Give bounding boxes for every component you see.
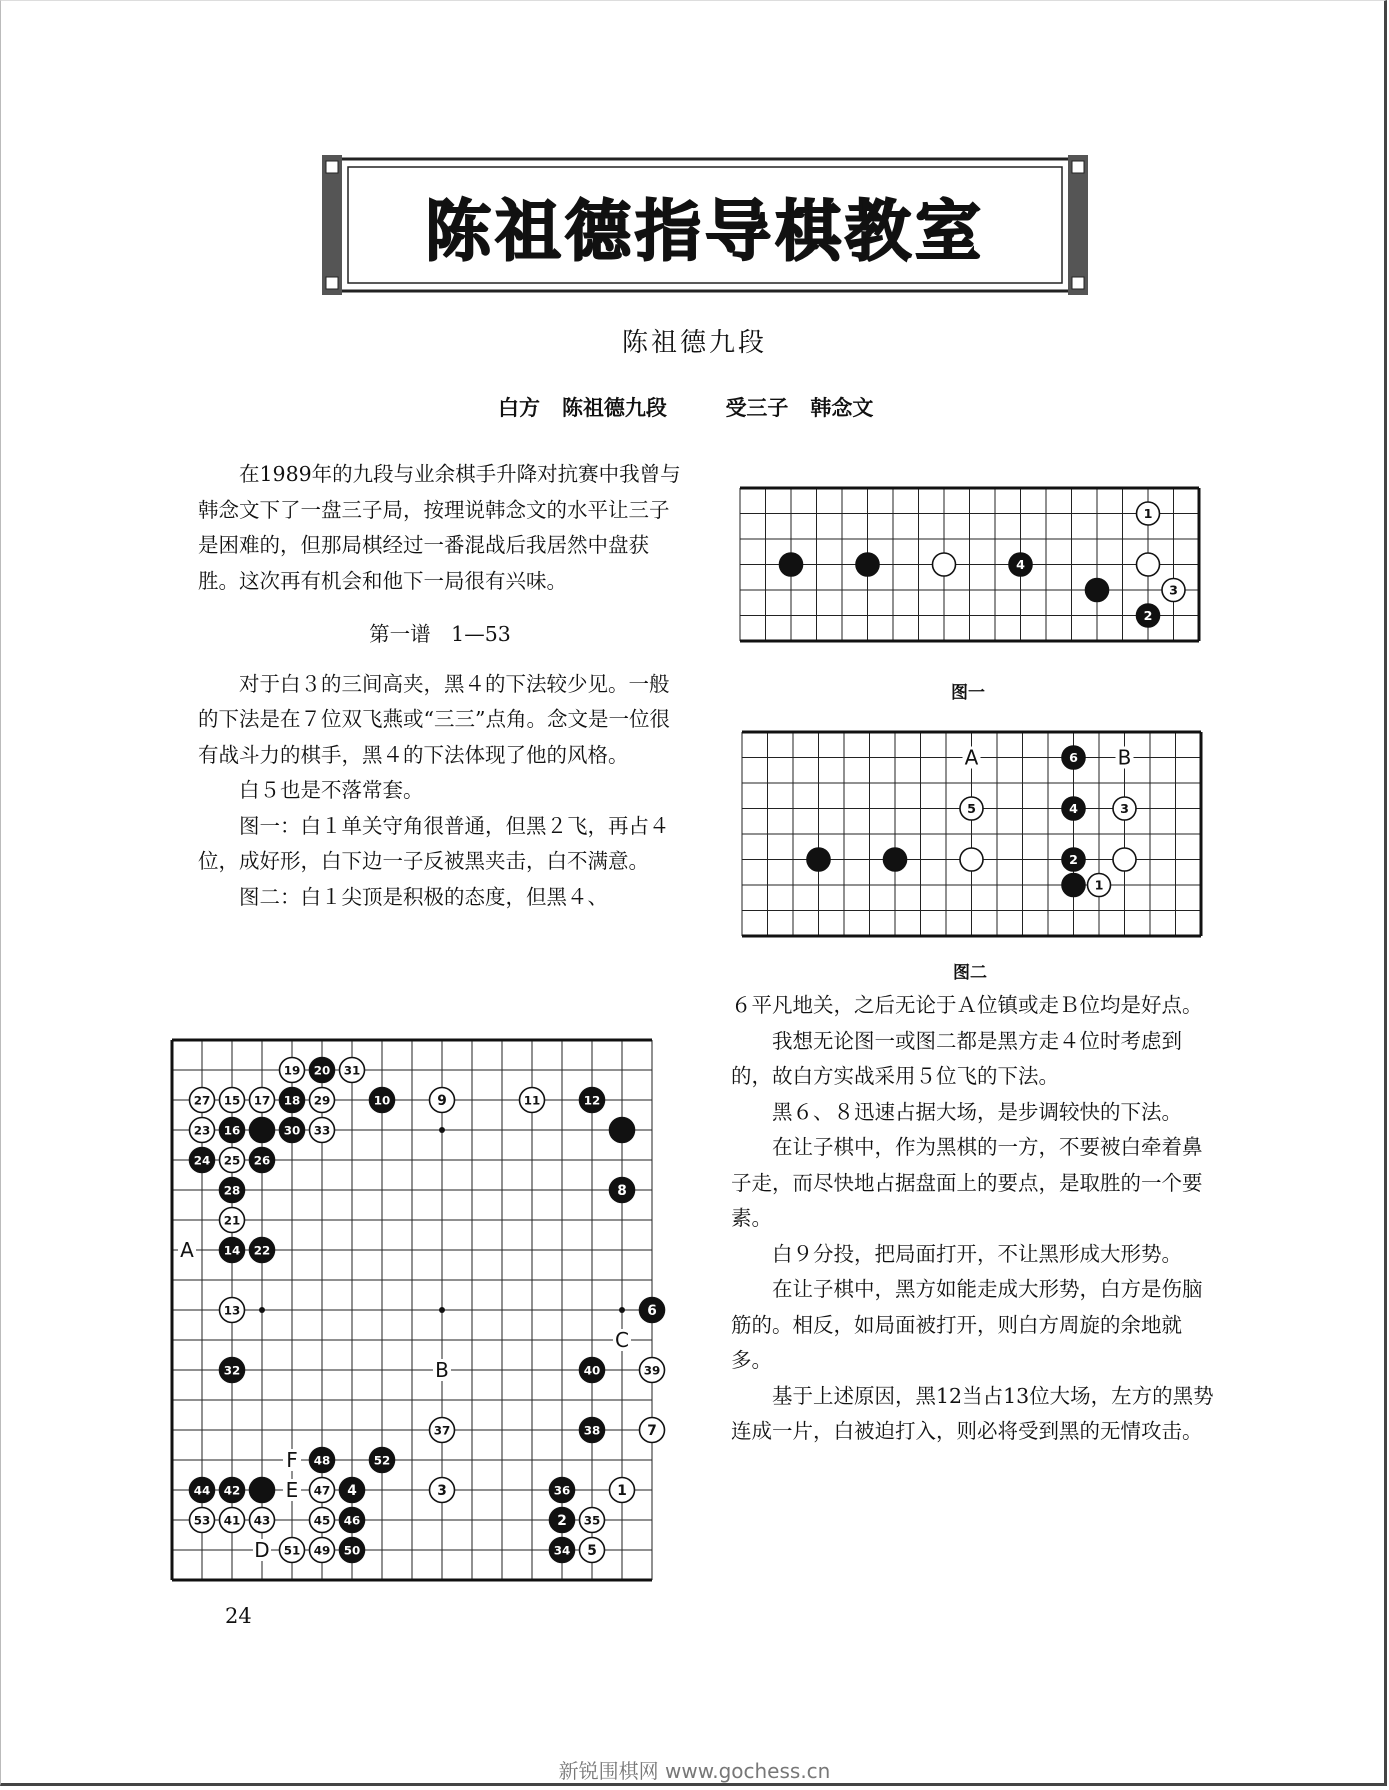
- main-move-number: 39: [643, 1363, 661, 1378]
- main-move-number: 1: [617, 1482, 627, 1499]
- paragraph: 图一：白１单关守角很普通，但黑２飞，再占４位，成好形，白下边一子反被黑夹击，白不满意。: [198, 813, 670, 873]
- main-move-number: 4: [347, 1482, 357, 1499]
- d1-black-stone: [780, 553, 803, 576]
- main-move-number: 17: [253, 1093, 271, 1108]
- main-point-label: D: [254, 1538, 270, 1562]
- main-move-number: 10: [373, 1093, 391, 1108]
- paragraph: 白９分投，把局面打开，不让黑形成大形势。: [772, 1241, 1182, 1266]
- spectrum-title: 第一谱 1—53: [369, 622, 511, 646]
- main-move-number: 37: [433, 1423, 451, 1438]
- main-point-label: A: [180, 1238, 194, 1262]
- main-move-number: 5: [587, 1542, 597, 1559]
- d2-white-stone: [960, 848, 983, 871]
- main-move-number: 27: [193, 1093, 211, 1108]
- main-move-number: 53: [193, 1513, 211, 1528]
- intro-paragraph: 在1989年的九段与业余棋手升降对抗赛中我曾与韩念文下了一盘三子局，按理说韩念文的水平让三子是困难的，但那局棋经过一番混战后我居然中盘获胜。这次再有机会和他下一局很有兴味。: [198, 462, 681, 593]
- main-star-point: [619, 1307, 625, 1313]
- d2-move-number: 4: [1069, 801, 1078, 817]
- main-move-number: 48: [313, 1453, 331, 1468]
- d1-white-stone: [1137, 553, 1160, 576]
- main-move-number: 29: [313, 1093, 331, 1108]
- d1-black-stone: [1086, 579, 1109, 602]
- main-move-number: 21: [223, 1213, 241, 1228]
- main-move-number: 35: [583, 1513, 601, 1528]
- d2-black-stone: [884, 848, 907, 871]
- main-move-number: 40: [583, 1363, 601, 1378]
- main-move-number: 38: [583, 1423, 601, 1438]
- white-label: 白方: [498, 396, 540, 420]
- main-move-number: 41: [223, 1513, 241, 1528]
- diagram-two-board: [738, 728, 1212, 950]
- main-black-stone: [610, 1118, 635, 1143]
- main-move-number: 45: [313, 1513, 331, 1528]
- main-point-label: E: [285, 1478, 299, 1502]
- paragraph: 对于白３的三间高夹，黑４的下法较少见。一般的下法是在７位双飞燕或“三三”点角。念文是一位很有战斗力的棋手，黑４的下法体现了他的风格。: [198, 671, 670, 767]
- main-move-number: 42: [223, 1483, 241, 1498]
- main-star-point: [439, 1127, 445, 1133]
- paragraph: 我想无论图一或图二都是黑方走４位时考虑到的，故白方实战采用５位飞的下法。: [731, 1028, 1182, 1088]
- main-move-number: 43: [253, 1513, 271, 1528]
- d2-black-stone: [807, 848, 830, 871]
- d1-black-stone: [856, 553, 879, 576]
- main-move-number: 30: [283, 1123, 301, 1138]
- main-move-number: 52: [373, 1453, 391, 1468]
- main-game-board: [168, 1036, 682, 1584]
- main-move-number: 51: [283, 1543, 301, 1558]
- main-move-number: 11: [523, 1093, 541, 1108]
- main-move-number: 47: [313, 1483, 331, 1498]
- d2-white-stone: [1113, 848, 1136, 871]
- d2-move-number: 6: [1069, 750, 1078, 766]
- paragraph: 在让子棋中，作为黑棋的一方，不要被白牵着鼻子走，而尽快地占据盘面上的要点，是取胜的一个要素。: [731, 1135, 1203, 1230]
- main-move-number: 2: [557, 1512, 567, 1529]
- main-move-number: 36: [553, 1483, 571, 1498]
- main-move-number: 33: [313, 1123, 331, 1138]
- diagram-two-caption: 图二: [953, 963, 987, 983]
- main-move-number: 23: [193, 1123, 211, 1138]
- d1-grid: [740, 488, 1199, 641]
- main-move-number: 15: [223, 1093, 241, 1108]
- paragraph: 白５也是不落常套。: [239, 778, 424, 802]
- white-player: 陈祖德九段: [561, 396, 667, 420]
- main-move-number: 31: [343, 1063, 361, 1078]
- main-move-number: 12: [583, 1093, 601, 1108]
- main-move-number: 7: [647, 1422, 657, 1439]
- d2-move-number: 1: [1094, 877, 1104, 893]
- main-move-number: 26: [253, 1153, 271, 1168]
- main-black-stone: [250, 1478, 275, 1503]
- d2-black-stone: [1062, 874, 1085, 897]
- main-move-number: 46: [343, 1513, 361, 1528]
- main-move-number: 13: [223, 1303, 241, 1318]
- handicap-label: 受三子: [725, 396, 789, 420]
- d2-point-label: A: [964, 745, 979, 770]
- main-move-number: 8: [617, 1182, 627, 1199]
- players-line: [498, 392, 873, 422]
- main-move-number: 34: [553, 1543, 571, 1558]
- paragraph: 基于上述原因，黑12当占13位大场，左方的黑势连成一片，白被迫打入，则必将受到黑的无情攻击。: [731, 1383, 1214, 1443]
- paragraph: 在让子棋中，黑方如能走成大形势，白方是伤脑筋的。相反，如局面被打开，则白方周旋的余地就多。: [731, 1277, 1203, 1372]
- main-move-number: 16: [223, 1123, 241, 1138]
- paragraph: 黑６、８迅速占据大场，是步调较快的下法。: [772, 1099, 1182, 1124]
- main-point-label: B: [435, 1358, 449, 1382]
- main-move-number: 3: [437, 1482, 447, 1499]
- main-move-number: 9: [437, 1092, 447, 1109]
- main-move-number: 24: [193, 1153, 211, 1168]
- paragraph: 图二：白１尖顶是积极的态度，但黑４、: [239, 884, 608, 909]
- main-move-number: 32: [223, 1363, 241, 1378]
- main-black-stone: [250, 1118, 275, 1143]
- main-move-number: 25: [223, 1153, 241, 1168]
- d2-move-number: 3: [1120, 801, 1129, 817]
- d2-move-number: 5: [967, 801, 976, 817]
- main-star-point: [439, 1307, 445, 1313]
- author-line: 陈祖德九段: [621, 328, 767, 358]
- main-point-label: F: [286, 1448, 298, 1472]
- main-move-number: 18: [283, 1093, 301, 1108]
- d1-white-stone: [933, 553, 956, 576]
- diagram-one-caption: 图一: [951, 683, 985, 703]
- d1-move-number: 1: [1143, 506, 1153, 522]
- d1-move-number: 3: [1169, 582, 1178, 598]
- diagram-one-board: [736, 484, 1210, 660]
- left-column: [198, 457, 682, 915]
- d2-move-number: 2: [1069, 852, 1078, 868]
- main-point-label: C: [615, 1328, 629, 1352]
- main-move-number: 14: [223, 1243, 241, 1258]
- black-player: 韩念文: [810, 396, 874, 420]
- main-move-number: 50: [343, 1543, 361, 1558]
- d2-point-label: B: [1117, 745, 1132, 770]
- page-title: 陈祖德指导棋教室: [425, 192, 985, 270]
- paragraph: ６平凡地关，之后无论于Ａ位镇或走Ｂ位均是好点。: [731, 993, 1203, 1017]
- main-move-number: 20: [313, 1063, 331, 1078]
- d1-move-number: 2: [1143, 608, 1153, 624]
- main-move-number: 28: [223, 1183, 241, 1198]
- main-move-number: 19: [283, 1063, 301, 1078]
- main-star-point: [259, 1307, 265, 1313]
- title-banner: [322, 155, 1088, 295]
- main-move-number: 44: [193, 1483, 211, 1498]
- d1-move-number: 4: [1016, 557, 1025, 573]
- right-column: [731, 988, 1215, 1450]
- main-move-number: 22: [253, 1243, 271, 1258]
- site-footer: 新锐围棋网 www.gochess.cn: [558, 1759, 831, 1783]
- page-number: 24: [225, 1604, 252, 1628]
- main-move-number: 6: [647, 1302, 657, 1319]
- main-move-number: 49: [313, 1543, 331, 1558]
